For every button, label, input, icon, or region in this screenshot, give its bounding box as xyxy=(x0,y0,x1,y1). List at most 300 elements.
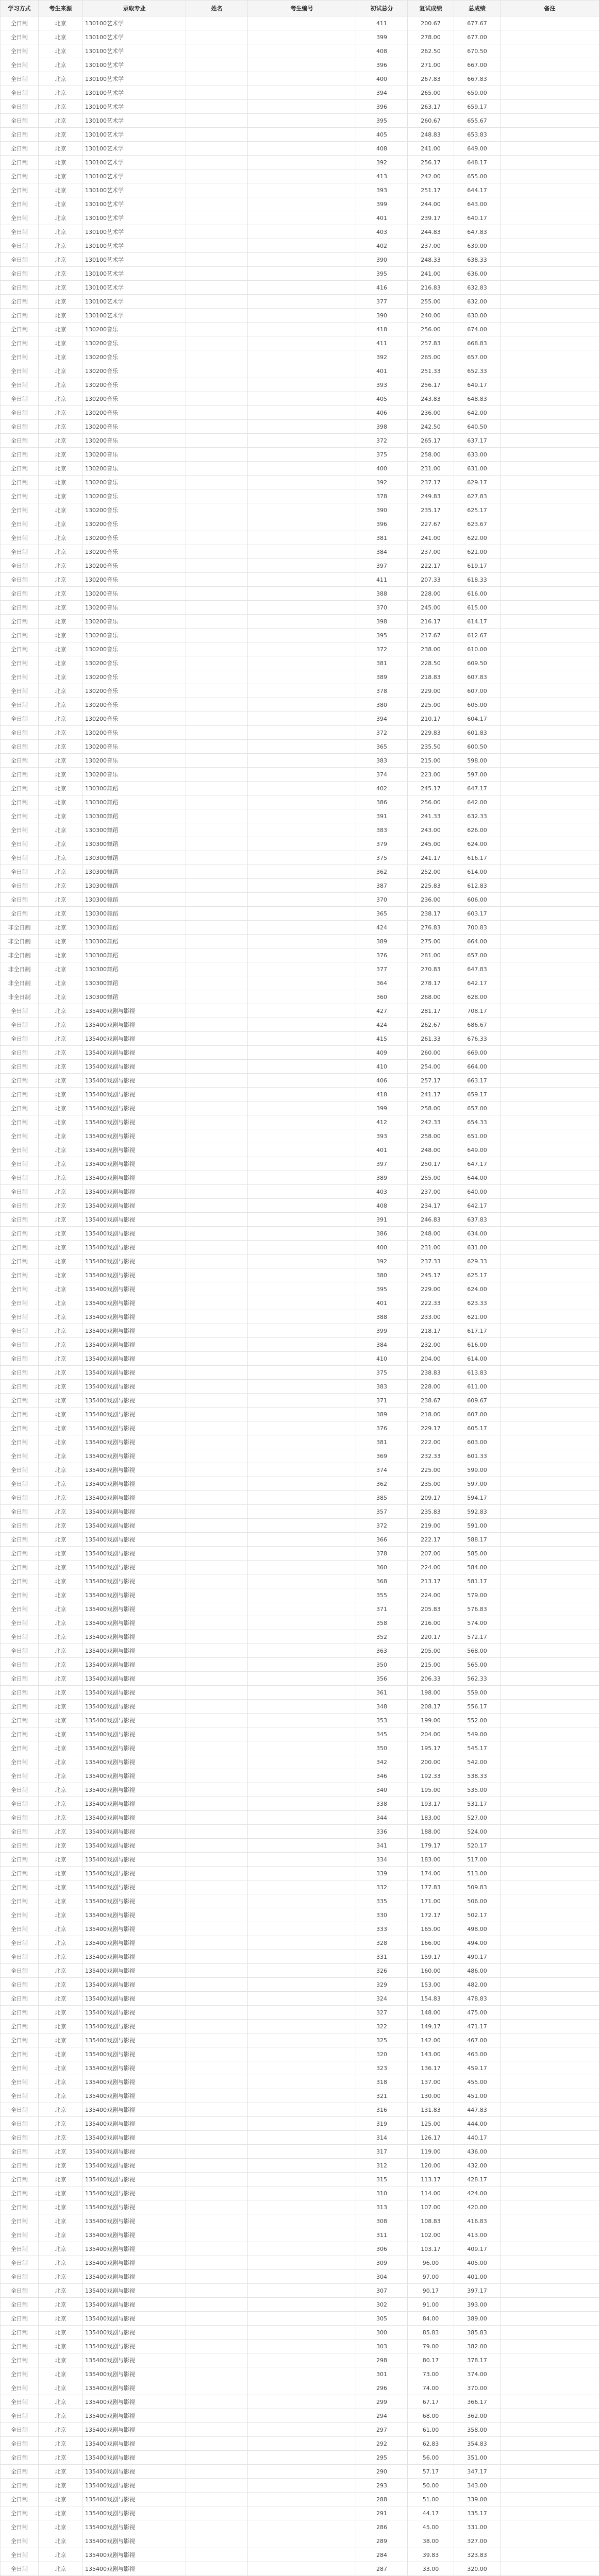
cell-total-score: 612.83 xyxy=(454,879,501,893)
cell-name xyxy=(186,1324,248,1338)
cell-retest-score: 38.00 xyxy=(408,2534,454,2548)
cell-major: 135400戏剧与影视 xyxy=(83,2256,186,2270)
cell-remarks xyxy=(501,2270,599,2284)
cell-study-mode: 全日制 xyxy=(1,629,39,642)
cell-retest-score: 261.33 xyxy=(408,1032,454,1046)
cell-remarks xyxy=(501,100,599,114)
cell-total-score: 366.17 xyxy=(454,2395,501,2409)
table-row xyxy=(1,2228,599,2242)
cell-remarks xyxy=(501,1950,599,1964)
cell-name xyxy=(186,211,248,225)
cell-initial-score: 390 xyxy=(356,309,408,323)
table-row xyxy=(1,2437,599,2451)
cell-initial-score: 379 xyxy=(356,837,408,851)
cell-name xyxy=(186,1561,248,1574)
cell-major: 135400戏剧与影视 xyxy=(83,1686,186,1700)
cell-initial-score: 427 xyxy=(356,1004,408,1018)
cell-source: 北京 xyxy=(39,1644,83,1658)
table-row xyxy=(1,1477,599,1491)
cell-study-mode: 全日制 xyxy=(1,1157,39,1171)
cell-initial-score: 408 xyxy=(356,142,408,156)
cell-major: 135400戏剧与影视 xyxy=(83,2506,186,2520)
cell-exam-id xyxy=(248,2340,356,2353)
cell-exam-id xyxy=(248,1839,356,1853)
cell-retest-score: 160.00 xyxy=(408,1964,454,1978)
cell-name xyxy=(186,1964,248,1978)
table-row xyxy=(1,768,599,782)
cell-remarks xyxy=(501,2131,599,2145)
cell-retest-score: 103.17 xyxy=(408,2242,454,2256)
table-row xyxy=(1,1421,599,1435)
table-row xyxy=(1,2465,599,2479)
cell-total-score: 600.50 xyxy=(454,740,501,754)
cell-initial-score: 410 xyxy=(356,1060,408,1074)
cell-source: 北京 xyxy=(39,559,83,573)
cell-study-mode: 全日制 xyxy=(1,1171,39,1185)
cell-exam-id xyxy=(248,1324,356,1338)
cell-retest-score: 50.00 xyxy=(408,2479,454,2493)
table-row xyxy=(1,921,599,935)
cell-source: 北京 xyxy=(39,2534,83,2548)
cell-exam-id xyxy=(248,865,356,879)
cell-source: 北京 xyxy=(39,2367,83,2381)
cell-total-score: 610.00 xyxy=(454,642,501,656)
cell-retest-score: 254.00 xyxy=(408,1060,454,1074)
cell-source: 北京 xyxy=(39,156,83,170)
cell-study-mode: 全日制 xyxy=(1,1213,39,1227)
cell-exam-id xyxy=(248,1672,356,1686)
cell-study-mode: 全日制 xyxy=(1,754,39,768)
cell-source: 北京 xyxy=(39,1602,83,1616)
cell-retest-score: 229.00 xyxy=(408,1282,454,1296)
col-header-study-mode: 学习方式 xyxy=(1,1,39,16)
table-row xyxy=(1,1533,599,1547)
cell-remarks xyxy=(501,309,599,323)
cell-retest-score: 131.83 xyxy=(408,2103,454,2117)
cell-remarks xyxy=(501,2228,599,2242)
cell-study-mode: 全日制 xyxy=(1,2270,39,2284)
cell-source: 北京 xyxy=(39,573,83,587)
cell-retest-score: 205.00 xyxy=(408,1644,454,1658)
cell-total-score: 401.00 xyxy=(454,2270,501,2284)
cell-name xyxy=(186,350,248,364)
table-row xyxy=(1,1352,599,1366)
cell-remarks xyxy=(501,2340,599,2353)
cell-study-mode: 全日制 xyxy=(1,587,39,601)
cell-exam-id xyxy=(248,2117,356,2131)
cell-study-mode: 全日制 xyxy=(1,253,39,267)
cell-source: 北京 xyxy=(39,684,83,698)
cell-major: 130200音乐 xyxy=(83,420,186,434)
cell-remarks xyxy=(501,434,599,448)
cell-exam-id xyxy=(248,545,356,559)
cell-name xyxy=(186,837,248,851)
cell-retest-score: 90.17 xyxy=(408,2284,454,2298)
cell-major: 135400戏剧与影视 xyxy=(83,2159,186,2173)
table-row xyxy=(1,1714,599,1727)
table-row xyxy=(1,601,599,615)
cell-initial-score: 371 xyxy=(356,1602,408,1616)
cell-source: 北京 xyxy=(39,2298,83,2312)
cell-exam-id xyxy=(248,879,356,893)
cell-source: 北京 xyxy=(39,1769,83,1783)
cell-initial-score: 355 xyxy=(356,1588,408,1602)
cell-remarks xyxy=(501,1032,599,1046)
cell-source: 北京 xyxy=(39,1157,83,1171)
cell-initial-score: 405 xyxy=(356,128,408,142)
cell-study-mode: 全日制 xyxy=(1,1463,39,1477)
table-row xyxy=(1,1519,599,1533)
cell-major: 130300舞蹈 xyxy=(83,948,186,962)
cell-initial-score: 370 xyxy=(356,601,408,615)
cell-study-mode: 全日制 xyxy=(1,2367,39,2381)
cell-total-score: 629.33 xyxy=(454,1255,501,1268)
cell-total-score: 393.00 xyxy=(454,2298,501,2312)
cell-major: 130100艺术学 xyxy=(83,128,186,142)
table-row xyxy=(1,670,599,684)
cell-retest-score: 250.17 xyxy=(408,1157,454,1171)
cell-total-score: 647.17 xyxy=(454,1157,501,1171)
table-row xyxy=(1,476,599,489)
cell-remarks xyxy=(501,921,599,935)
cell-initial-score: 386 xyxy=(356,1227,408,1241)
cell-study-mode: 全日制 xyxy=(1,448,39,462)
cell-remarks xyxy=(501,1505,599,1519)
cell-study-mode: 全日制 xyxy=(1,2020,39,2033)
cell-exam-id xyxy=(248,1408,356,1421)
cell-exam-id xyxy=(248,2437,356,2451)
cell-exam-id xyxy=(248,1630,356,1644)
cell-remarks xyxy=(501,2479,599,2493)
cell-retest-score: 262.67 xyxy=(408,1018,454,1032)
cell-initial-score: 402 xyxy=(356,239,408,253)
table-row xyxy=(1,1032,599,1046)
cell-study-mode: 全日制 xyxy=(1,1477,39,1491)
cell-name xyxy=(186,2353,248,2367)
table-row xyxy=(1,1074,599,1088)
table-row xyxy=(1,1574,599,1588)
cell-exam-id xyxy=(248,2506,356,2520)
cell-initial-score: 357 xyxy=(356,1505,408,1519)
cell-remarks xyxy=(501,545,599,559)
cell-remarks xyxy=(501,1241,599,1255)
cell-source: 北京 xyxy=(39,197,83,211)
cell-major: 130300舞蹈 xyxy=(83,809,186,823)
cell-major: 135400戏剧与影视 xyxy=(83,1658,186,1672)
cell-retest-score: 108.83 xyxy=(408,2214,454,2228)
cell-exam-id xyxy=(248,2214,356,2228)
cell-study-mode: 全日制 xyxy=(1,1282,39,1296)
cell-exam-id xyxy=(248,1088,356,1101)
table-row xyxy=(1,2159,599,2173)
cell-total-score: 327.00 xyxy=(454,2534,501,2548)
cell-name xyxy=(186,1992,248,2006)
cell-total-score: 651.00 xyxy=(454,1129,501,1143)
cell-major: 135400戏剧与影视 xyxy=(83,2534,186,2548)
cell-major: 135400戏剧与影视 xyxy=(83,2214,186,2228)
cell-major: 135400戏剧与影视 xyxy=(83,1463,186,1477)
cell-total-score: 607.83 xyxy=(454,670,501,684)
cell-major: 135400戏剧与影视 xyxy=(83,1519,186,1533)
cell-total-score: 625.17 xyxy=(454,503,501,517)
table-row xyxy=(1,726,599,740)
cell-remarks xyxy=(501,1616,599,1630)
table-row xyxy=(1,1700,599,1714)
cell-initial-score: 356 xyxy=(356,1672,408,1686)
cell-study-mode: 全日制 xyxy=(1,476,39,489)
cell-retest-score: 171.00 xyxy=(408,1894,454,1908)
cell-study-mode: 全日制 xyxy=(1,1714,39,1727)
cell-exam-id xyxy=(248,100,356,114)
cell-exam-id xyxy=(248,2284,356,2298)
cell-exam-id xyxy=(248,44,356,58)
cell-name xyxy=(186,1908,248,1922)
cell-major: 130200音乐 xyxy=(83,698,186,712)
cell-retest-score: 179.17 xyxy=(408,1839,454,1853)
cell-exam-id xyxy=(248,1074,356,1088)
cell-initial-score: 389 xyxy=(356,670,408,684)
cell-remarks xyxy=(501,364,599,378)
cell-source: 北京 xyxy=(39,670,83,684)
cell-major: 130200音乐 xyxy=(83,476,186,489)
cell-source: 北京 xyxy=(39,976,83,990)
cell-remarks xyxy=(501,2423,599,2437)
cell-exam-id xyxy=(248,170,356,183)
cell-retest-score: 258.00 xyxy=(408,1129,454,1143)
cell-initial-score: 372 xyxy=(356,726,408,740)
cell-total-score: 320.00 xyxy=(454,2562,501,2576)
cell-major: 135400戏剧与影视 xyxy=(83,1964,186,1978)
cell-name xyxy=(186,2061,248,2075)
cell-retest-score: 228.50 xyxy=(408,656,454,670)
table-row xyxy=(1,239,599,253)
cell-initial-score: 346 xyxy=(356,1769,408,1783)
cell-name xyxy=(186,1380,248,1394)
cell-total-score: 409.17 xyxy=(454,2242,501,2256)
cell-exam-id xyxy=(248,851,356,865)
cell-major: 135400戏剧与影视 xyxy=(83,1561,186,1574)
cell-remarks xyxy=(501,1769,599,1783)
cell-remarks xyxy=(501,1602,599,1616)
cell-total-score: 527.00 xyxy=(454,1811,501,1825)
table-row xyxy=(1,2381,599,2395)
cell-remarks xyxy=(501,1324,599,1338)
cell-initial-score: 424 xyxy=(356,921,408,935)
cell-source: 北京 xyxy=(39,2437,83,2451)
cell-retest-score: 218.00 xyxy=(408,1408,454,1421)
cell-name xyxy=(186,2479,248,2493)
cell-study-mode: 全日制 xyxy=(1,907,39,921)
cell-initial-score: 406 xyxy=(356,406,408,420)
cell-total-score: 616.00 xyxy=(454,587,501,601)
table-row xyxy=(1,30,599,44)
cell-source: 北京 xyxy=(39,86,83,100)
cell-remarks xyxy=(501,1171,599,1185)
cell-total-score: 616.17 xyxy=(454,851,501,865)
table-row xyxy=(1,573,599,587)
table-row xyxy=(1,2270,599,2284)
table-row xyxy=(1,58,599,72)
cell-major: 135400戏剧与影视 xyxy=(83,2520,186,2534)
cell-major: 130300舞蹈 xyxy=(83,879,186,893)
cell-remarks xyxy=(501,170,599,183)
table-row xyxy=(1,1616,599,1630)
cell-remarks xyxy=(501,615,599,629)
cell-source: 北京 xyxy=(39,1894,83,1908)
table-row xyxy=(1,2548,599,2562)
cell-total-score: 625.17 xyxy=(454,1268,501,1282)
table-row xyxy=(1,1588,599,1602)
cell-retest-score: 119.00 xyxy=(408,2145,454,2159)
cell-remarks xyxy=(501,1115,599,1129)
table-row xyxy=(1,2200,599,2214)
cell-retest-score: 44.17 xyxy=(408,2506,454,2520)
cell-total-score: 467.00 xyxy=(454,2033,501,2047)
table-row xyxy=(1,2395,599,2409)
cell-retest-score: 237.33 xyxy=(408,1255,454,1268)
cell-source: 北京 xyxy=(39,1088,83,1101)
cell-major: 135400戏剧与影视 xyxy=(83,1825,186,1839)
cell-retest-score: 79.00 xyxy=(408,2340,454,2353)
cell-remarks xyxy=(501,211,599,225)
cell-retest-score: 174.00 xyxy=(408,1867,454,1880)
cell-source: 北京 xyxy=(39,587,83,601)
cell-retest-score: 225.83 xyxy=(408,879,454,893)
table-row xyxy=(1,1282,599,1296)
cell-name xyxy=(186,378,248,392)
cell-exam-id xyxy=(248,2270,356,2284)
cell-initial-score: 302 xyxy=(356,2298,408,2312)
cell-source: 北京 xyxy=(39,1046,83,1060)
cell-retest-score: 235.00 xyxy=(408,1477,454,1491)
cell-major: 135400戏剧与影视 xyxy=(83,1783,186,1797)
cell-source: 北京 xyxy=(39,1978,83,1992)
cell-exam-id xyxy=(248,2228,356,2242)
table-row xyxy=(1,2061,599,2075)
cell-exam-id xyxy=(248,1547,356,1561)
cell-major: 130200音乐 xyxy=(83,740,186,754)
cell-study-mode: 全日制 xyxy=(1,170,39,183)
cell-initial-score: 405 xyxy=(356,392,408,406)
cell-retest-score: 231.00 xyxy=(408,1241,454,1255)
cell-name xyxy=(186,2145,248,2159)
cell-total-score: 663.17 xyxy=(454,1074,501,1088)
cell-initial-score: 415 xyxy=(356,1032,408,1046)
cell-retest-score: 268.00 xyxy=(408,990,454,1004)
cell-retest-score: 241.00 xyxy=(408,267,454,281)
cell-major: 135400戏剧与影视 xyxy=(83,1060,186,1074)
cell-total-score: 556.17 xyxy=(454,1700,501,1714)
cell-exam-id xyxy=(248,1700,356,1714)
cell-remarks xyxy=(501,2312,599,2326)
cell-source: 北京 xyxy=(39,2200,83,2214)
cell-name xyxy=(186,128,248,142)
cell-retest-score: 177.83 xyxy=(408,1880,454,1894)
cell-major: 135400戏剧与影视 xyxy=(83,2381,186,2395)
cell-study-mode: 全日制 xyxy=(1,2298,39,2312)
cell-study-mode: 全日制 xyxy=(1,281,39,295)
cell-exam-id xyxy=(248,1505,356,1519)
cell-major: 135400戏剧与影视 xyxy=(83,2340,186,2353)
cell-major: 130200音乐 xyxy=(83,754,186,768)
cell-retest-score: 256.00 xyxy=(408,323,454,336)
cell-exam-id xyxy=(248,1741,356,1755)
cell-study-mode: 全日制 xyxy=(1,2506,39,2520)
cell-source: 北京 xyxy=(39,1352,83,1366)
cell-exam-id xyxy=(248,2326,356,2340)
cell-initial-score: 401 xyxy=(356,211,408,225)
cell-initial-score: 393 xyxy=(356,183,408,197)
cell-total-score: 657.00 xyxy=(454,948,501,962)
cell-total-score: 562.33 xyxy=(454,1672,501,1686)
cell-exam-id xyxy=(248,476,356,489)
cell-remarks xyxy=(501,976,599,990)
cell-remarks xyxy=(501,962,599,976)
cell-source: 北京 xyxy=(39,2284,83,2298)
cell-source: 北京 xyxy=(39,170,83,183)
cell-major: 130200音乐 xyxy=(83,392,186,406)
cell-total-score: 607.00 xyxy=(454,1408,501,1421)
table-row xyxy=(1,629,599,642)
table-row xyxy=(1,1227,599,1241)
table-row xyxy=(1,962,599,976)
cell-remarks xyxy=(501,142,599,156)
cell-exam-id xyxy=(248,1394,356,1408)
cell-retest-score: 241.17 xyxy=(408,1088,454,1101)
cell-remarks xyxy=(501,1227,599,1241)
cell-initial-score: 398 xyxy=(356,615,408,629)
cell-exam-id xyxy=(248,1032,356,1046)
cell-source: 北京 xyxy=(39,935,83,948)
cell-exam-id xyxy=(248,1561,356,1574)
cell-study-mode: 全日制 xyxy=(1,1268,39,1282)
cell-study-mode: 全日制 xyxy=(1,128,39,142)
cell-remarks xyxy=(501,948,599,962)
table-row xyxy=(1,2493,599,2506)
cell-initial-score: 396 xyxy=(356,58,408,72)
cell-study-mode: 全日制 xyxy=(1,2145,39,2159)
cell-source: 北京 xyxy=(39,1074,83,1088)
table-row xyxy=(1,2256,599,2270)
cell-total-score: 502.17 xyxy=(454,1908,501,1922)
cell-initial-score: 362 xyxy=(356,865,408,879)
cell-study-mode: 非全日制 xyxy=(1,976,39,990)
cell-exam-id xyxy=(248,1491,356,1505)
cell-total-score: 669.00 xyxy=(454,1046,501,1060)
cell-retest-score: 45.00 xyxy=(408,2520,454,2534)
cell-study-mode: 全日制 xyxy=(1,1338,39,1352)
cell-study-mode: 全日制 xyxy=(1,1978,39,1992)
table-row xyxy=(1,253,599,267)
cell-retest-score: 245.17 xyxy=(408,1268,454,1282)
table-row xyxy=(1,907,599,921)
cell-total-score: 447.83 xyxy=(454,2103,501,2117)
cell-initial-score: 342 xyxy=(356,1755,408,1769)
cell-total-score: 613.83 xyxy=(454,1366,501,1380)
cell-remarks xyxy=(501,2367,599,2381)
cell-source: 北京 xyxy=(39,336,83,350)
cell-exam-id xyxy=(248,990,356,1004)
table-row xyxy=(1,86,599,100)
cell-initial-score: 383 xyxy=(356,1380,408,1394)
cell-total-score: 339.00 xyxy=(454,2493,501,2506)
cell-exam-id xyxy=(248,142,356,156)
cell-initial-score: 288 xyxy=(356,2493,408,2506)
cell-major: 130100艺术学 xyxy=(83,44,186,58)
cell-major: 130200音乐 xyxy=(83,601,186,615)
cell-name xyxy=(186,768,248,782)
cell-study-mode: 全日制 xyxy=(1,378,39,392)
